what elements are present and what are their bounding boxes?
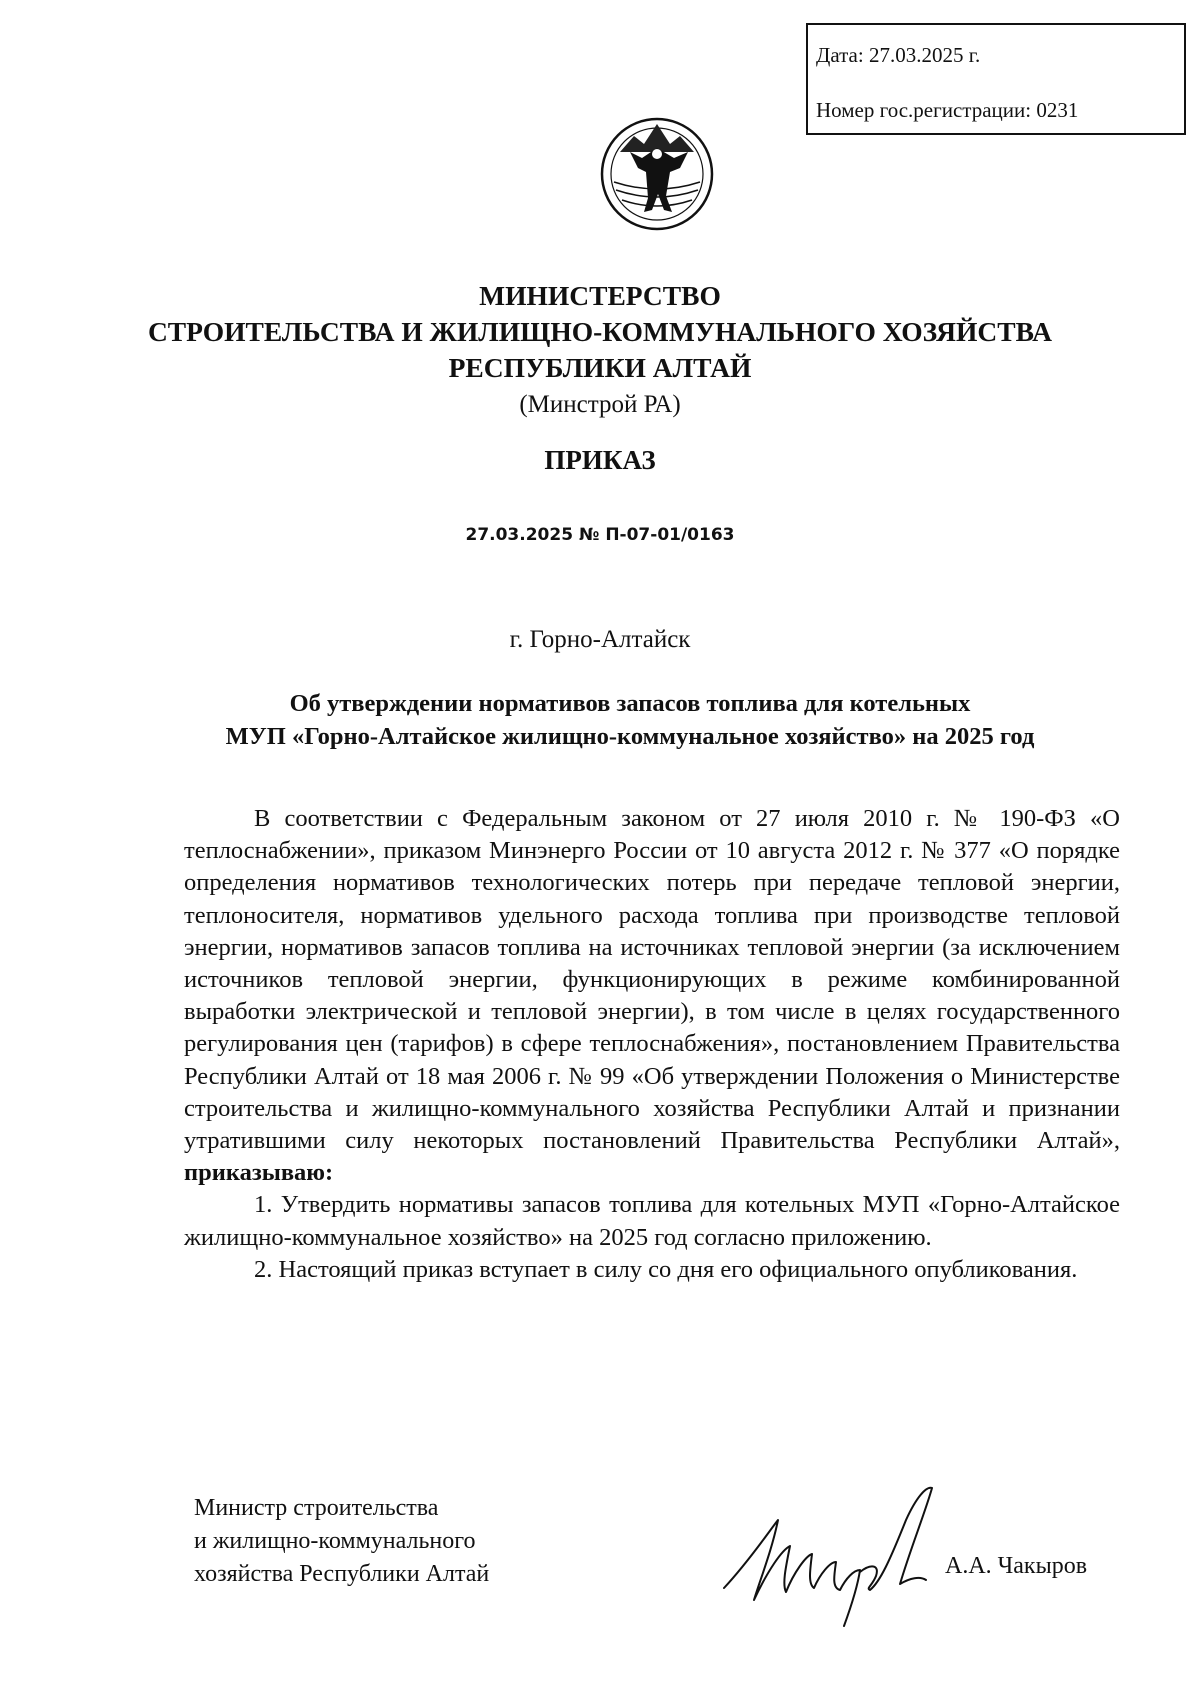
registration-date-label: Дата:: [816, 43, 864, 67]
document-subject-line-2: МУП «Горно-Алтайское жилищно-коммунальное хозяйство» на 2025 год: [225, 723, 1035, 750]
document-subject: [150, 687, 1110, 753]
ministry-short-name: (Минстрой РА): [519, 391, 681, 418]
ministry-name-line-1: МИНИСТЕРСТВО: [479, 280, 721, 311]
order-item-2: 2. Настоящий приказ вступает в силу со дня его официального опубликования.: [254, 1255, 1078, 1283]
order-item-1: 1. Утвердить нормативы запасов топлива для котельных МУП «Горно-Алтайское жилищно-коммунальное хозяйство» на 2025 год согласно приложению.: [184, 1191, 1120, 1251]
order-word: приказываю:: [184, 1159, 334, 1187]
coat-of-arms-icon: [600, 112, 714, 236]
document-city: г. Горно-Алтайск: [509, 626, 691, 653]
registration-number-value: 0231: [1036, 98, 1079, 122]
document-body: [184, 803, 1120, 1286]
signer-name: А.А. Чакыров: [945, 1553, 1088, 1579]
document-number: 27.03.2025 № П-07-01/0163: [465, 525, 735, 545]
preamble-text: В соответствии с Федеральным законом от 27 июля 2010 г. № 190-ФЗ «О теплоснабжении», приказом Минэнерго России от 10 августа 2012 г. № 377 «О порядке определения нормативов технологических потерь при передаче тепловой энергии, теплоносителя, нормативов удельного расхода топлива при производстве тепловой энергии, нормативов запасов топлива на источниках тепловой энергии (за исключением источников тепловой энергии, функционирующих в режиме комбинированной выработки электрической и тепловой энергии), в том числе в целях государственного регулирования цен (тарифов) в сфере теплоснабжения», постановлением Правительства Республики Алтай от 18 мая 2006 г. № 99 «Об утверждении Положения о Министерстве строительства и жилищно-коммунального хозяйства Республики Алтай и признании утратившими силу некоторых постановлений Правительства Республики Алтай»,: [184, 805, 1120, 1155]
ministry-header: [0, 278, 1200, 422]
document-type: ПРИКАЗ: [544, 445, 656, 475]
registration-number-row: [816, 100, 1184, 121]
ministry-name-line-2: СТРОИТЕЛЬСТВА И ЖИЛИЩНО-КОММУНАЛЬНОГО ХОЗЯЙСТВА: [147, 316, 1053, 347]
ministry-name-line-3: РЕСПУБЛИКИ АЛТАЙ: [448, 352, 752, 383]
handwritten-signature-icon: [720, 1480, 960, 1630]
signer-position-line-3: хозяйства Республики Алтай: [194, 1561, 490, 1587]
registration-number-label: Номер гос.регистрации:: [816, 98, 1032, 122]
preamble-paragraph: [184, 803, 1120, 1189]
registration-date-row: [816, 45, 1184, 66]
signer-position: [194, 1492, 489, 1591]
registration-stamp: [806, 23, 1186, 135]
registration-date-value: 27.03.2025 г.: [868, 43, 981, 67]
signer-position-line-1: Министр строительства: [194, 1495, 439, 1521]
signer-position-line-2: и жилищно-коммунального: [194, 1528, 476, 1554]
document-subject-line-1: Об утверждении нормативов запасов топлива для котельных: [289, 690, 971, 717]
